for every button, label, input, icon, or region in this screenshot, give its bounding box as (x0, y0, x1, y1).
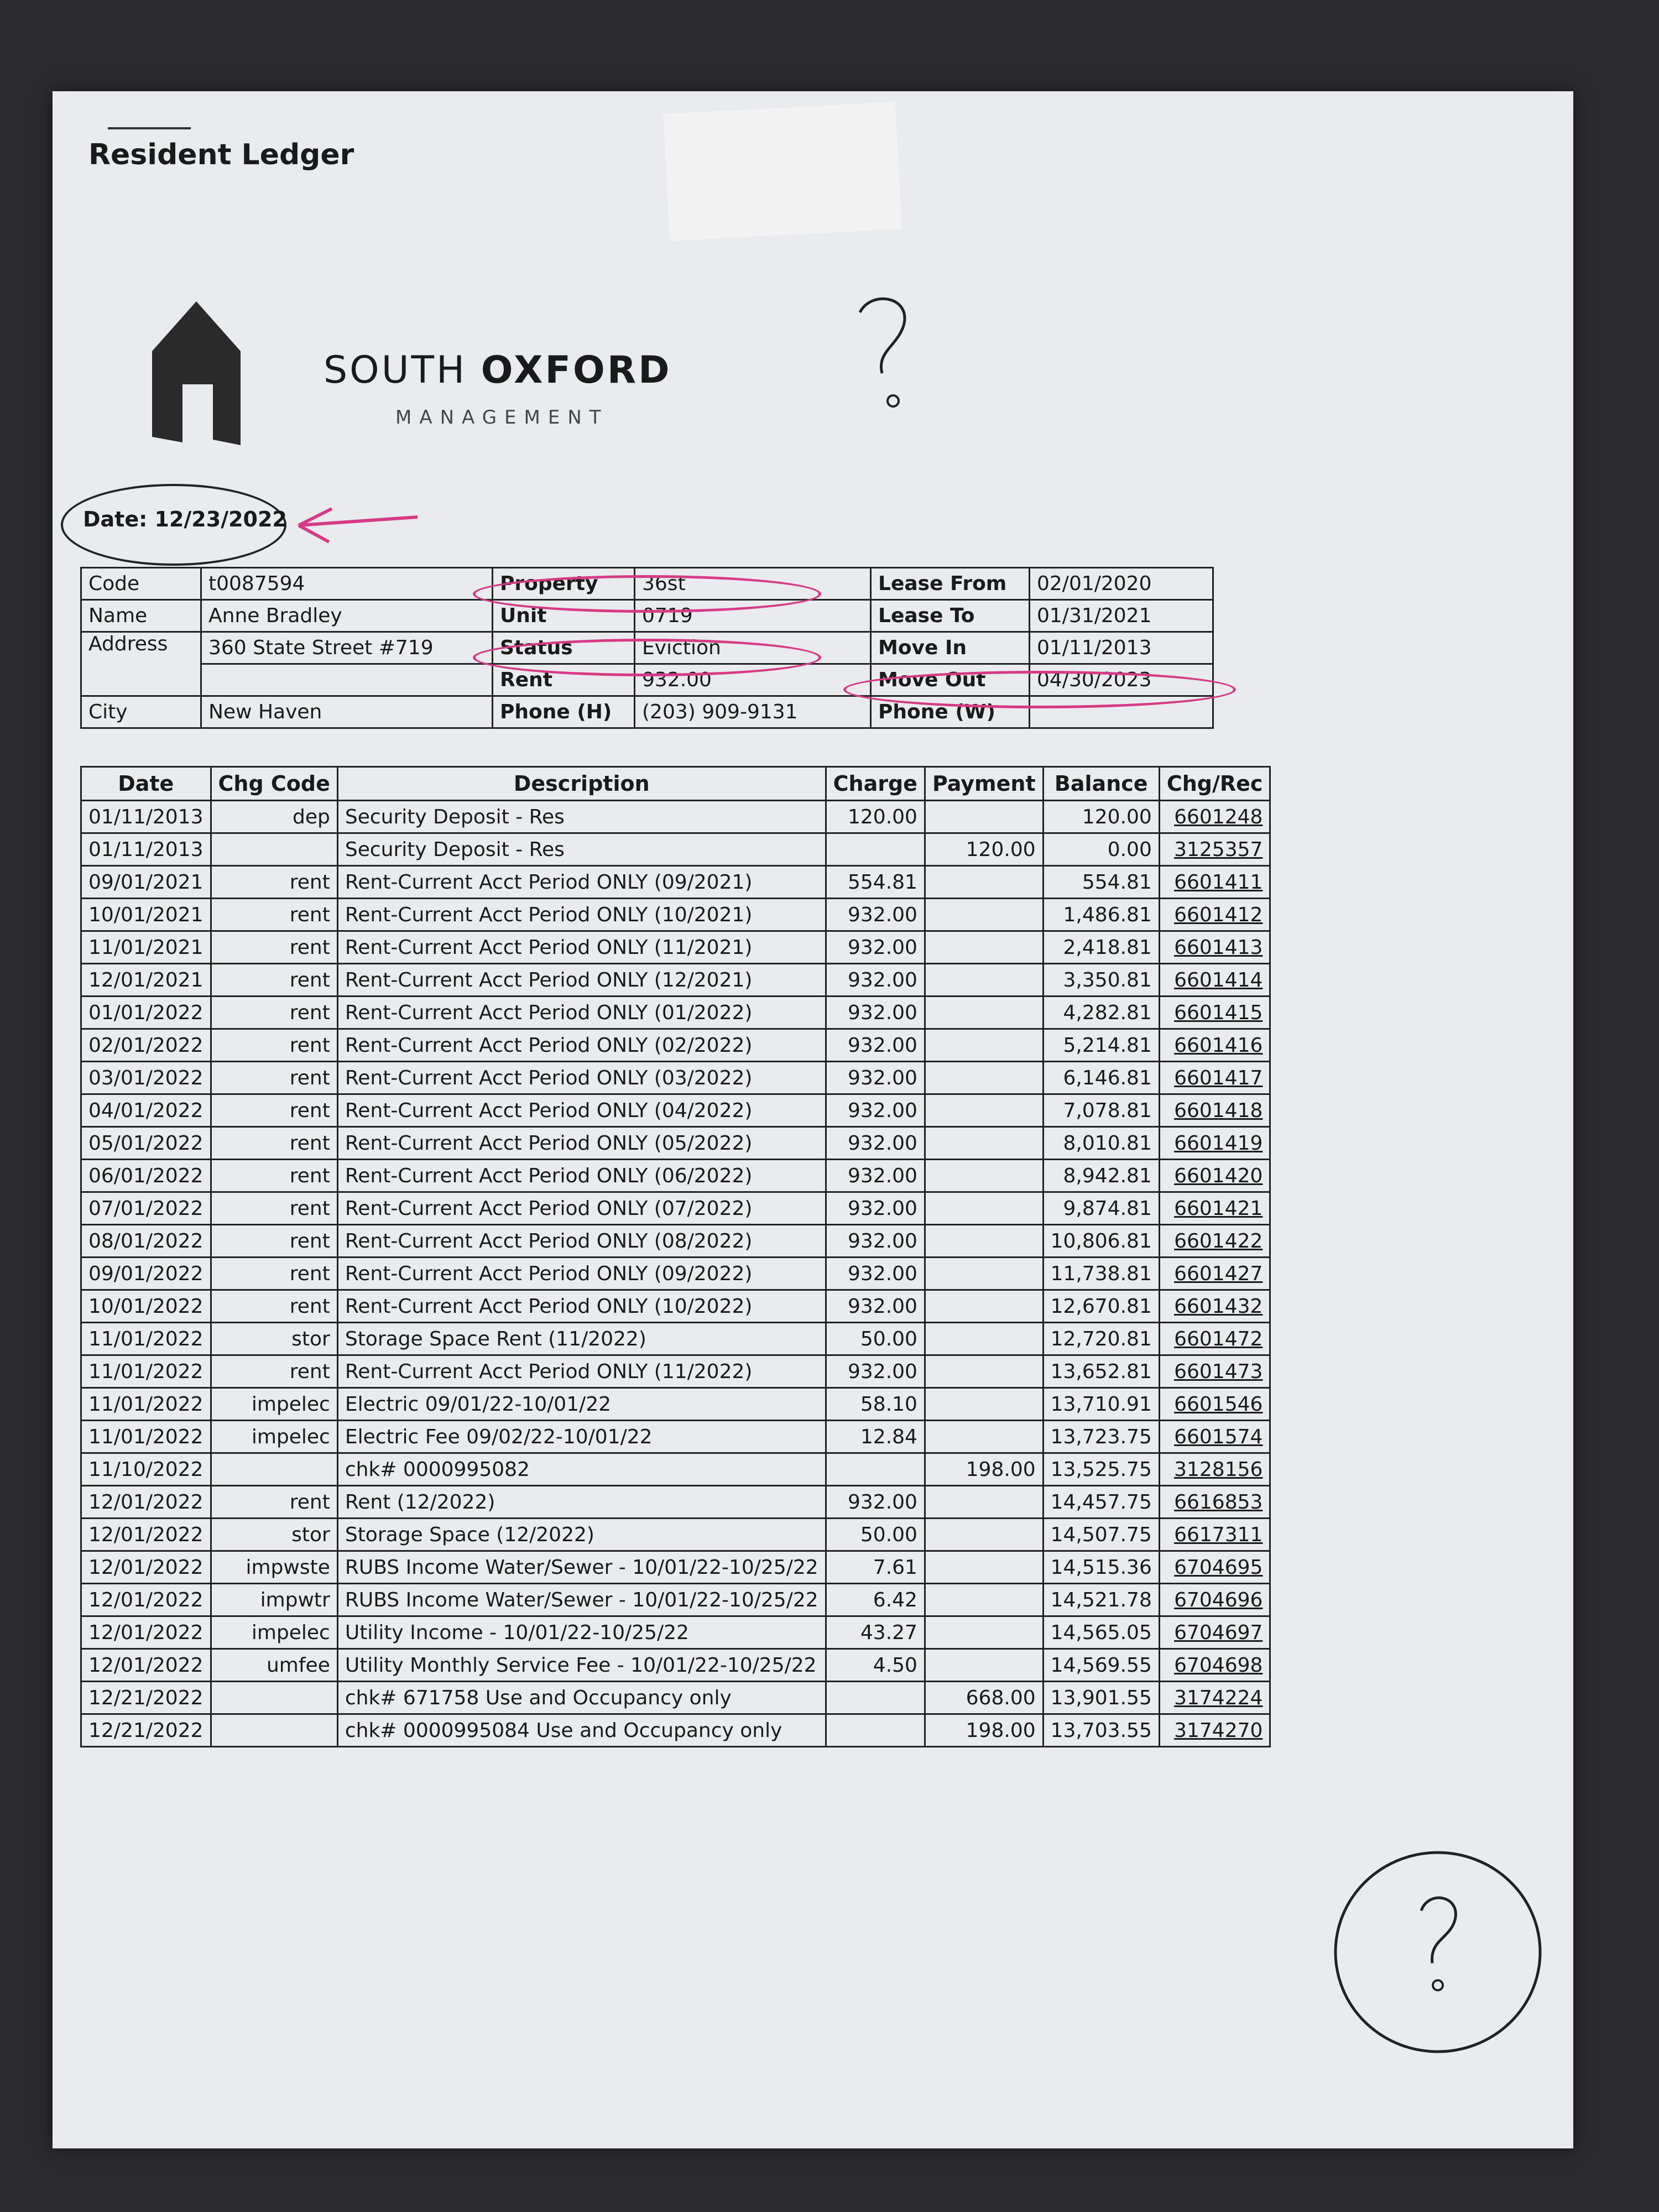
cell-chg-code: rent (211, 931, 337, 964)
cell-balance: 13,710.91 (1043, 1388, 1159, 1421)
table-row (81, 1682, 1270, 1714)
cell-payment (925, 1258, 1043, 1290)
cell-description: Rent-Current Acct Period ONLY (08/2022) (337, 1225, 826, 1258)
header-date: Date (81, 767, 211, 801)
cell-date: 08/01/2022 (81, 1225, 211, 1258)
cell-payment (925, 1486, 1043, 1519)
cell-balance: 8,942.81 (1043, 1160, 1159, 1192)
status-label: Status (493, 632, 635, 664)
cell-payment (925, 1519, 1043, 1551)
cell-date: 12/01/2022 (81, 1519, 211, 1551)
header-charge: Charge (826, 767, 925, 801)
cell-charge: 50.00 (826, 1323, 925, 1355)
cell-balance: 8,010.81 (1043, 1127, 1159, 1160)
cell-date: 12/01/2022 (81, 1551, 211, 1584)
cell-chg-code: impwtr (211, 1584, 337, 1616)
cell-description: chk# 0000995082 (337, 1453, 826, 1486)
cell-chg-code: dep (211, 801, 337, 833)
cell-description: Rent-Current Acct Period ONLY (07/2022) (337, 1192, 826, 1225)
cell-date: 11/10/2022 (81, 1453, 211, 1486)
cell-chg-code: rent (211, 1192, 337, 1225)
cell-payment (925, 1192, 1043, 1225)
table-row (81, 833, 1270, 866)
cell-description: Utility Monthly Service Fee - 10/01/22-10/25/22 (337, 1649, 826, 1682)
cell-charge: 7.61 (826, 1551, 925, 1584)
cell-chg-rec[interactable]: 3174270 (1159, 1714, 1270, 1747)
cell-payment (925, 1029, 1043, 1062)
cell-chg-rec[interactable]: 3128156 (1159, 1453, 1270, 1486)
cell-description: Rent-Current Acct Period ONLY (03/2022) (337, 1062, 826, 1094)
phone-w-label: Phone (W) (871, 696, 1030, 728)
table-row (81, 1519, 1270, 1551)
cell-charge (826, 833, 925, 866)
cell-chg-rec[interactable]: 6601418 (1159, 1094, 1270, 1127)
ledger-paper (53, 91, 1573, 2148)
cell-chg-rec[interactable]: 6704697 (1159, 1616, 1270, 1649)
cell-payment: 198.00 (925, 1453, 1043, 1486)
cell-date: 01/11/2013 (81, 833, 211, 866)
cell-chg-rec[interactable]: 6601248 (1159, 801, 1270, 833)
city-value: New Haven (201, 696, 493, 728)
cell-charge: 12.84 (826, 1421, 925, 1453)
cell-charge: 932.00 (826, 899, 925, 931)
cell-chg-code: rent (211, 1486, 337, 1519)
cell-description: Rent (12/2022) (337, 1486, 826, 1519)
cell-balance: 13,703.55 (1043, 1714, 1159, 1747)
name-value: Anne Bradley (201, 600, 493, 632)
cell-charge: 50.00 (826, 1519, 925, 1551)
handwritten-question-mark (838, 290, 926, 412)
cell-date: 04/01/2022 (81, 1094, 211, 1127)
brand-name (324, 348, 672, 392)
move-out-circle-annotation (843, 671, 1236, 708)
cell-date: 12/21/2022 (81, 1682, 211, 1714)
cell-balance: 13,525.75 (1043, 1453, 1159, 1486)
cell-payment (925, 1421, 1043, 1453)
cell-charge: 58.10 (826, 1388, 925, 1421)
cell-balance: 120.00 (1043, 801, 1159, 833)
cell-description: Storage Space (12/2022) (337, 1519, 826, 1551)
cell-date: 12/01/2021 (81, 964, 211, 997)
unit-value: 0719 (635, 600, 871, 632)
cell-balance: 12,720.81 (1043, 1323, 1159, 1355)
table-row (81, 997, 1270, 1029)
header-payment: Payment (925, 767, 1043, 801)
header-description: Description (337, 767, 826, 801)
cell-description: Rent-Current Acct Period ONLY (05/2022) (337, 1127, 826, 1160)
cell-description: Rent-Current Acct Period ONLY (06/2022) (337, 1160, 826, 1192)
code-value: t0087594 (201, 568, 493, 600)
cell-balance: 0.00 (1043, 833, 1159, 866)
rent-value: 932.00 (635, 664, 871, 696)
cell-charge: 932.00 (826, 1192, 925, 1225)
status-value: Eviction (635, 632, 871, 664)
cell-chg-rec[interactable]: 6601546 (1159, 1388, 1270, 1421)
table-row (81, 1486, 1270, 1519)
cell-chg-code: rent (211, 866, 337, 899)
table-row (81, 866, 1270, 899)
table-row (81, 1355, 1270, 1388)
cell-chg-rec[interactable]: 6601417 (1159, 1062, 1270, 1094)
cell-chg-rec[interactable]: 6601419 (1159, 1127, 1270, 1160)
table-row (81, 1714, 1270, 1747)
table-row (81, 899, 1270, 931)
house-logo-icon (152, 301, 241, 445)
cell-chg-code: rent (211, 964, 337, 997)
cell-charge: 932.00 (826, 1127, 925, 1160)
cell-payment: 668.00 (925, 1682, 1043, 1714)
header-chg-code: Chg Code (211, 767, 337, 801)
cell-payment (925, 1616, 1043, 1649)
table-row (81, 1258, 1270, 1290)
cell-description: Rent-Current Acct Period ONLY (02/2022) (337, 1029, 826, 1062)
brand-name-bold: OXFORD (481, 348, 672, 392)
cell-charge: 932.00 (826, 1062, 925, 1094)
cell-balance: 14,515.36 (1043, 1551, 1159, 1584)
cell-date: 12/01/2022 (81, 1616, 211, 1649)
move-out-label: Move Out (871, 664, 1030, 696)
cell-charge: 4.50 (826, 1649, 925, 1682)
cell-date: 05/01/2022 (81, 1127, 211, 1160)
cell-description: Electric 09/01/22-10/01/22 (337, 1388, 826, 1421)
cell-charge: 120.00 (826, 801, 925, 833)
table-row (81, 931, 1270, 964)
cell-date: 12/01/2022 (81, 1584, 211, 1616)
address-line-2 (201, 664, 493, 696)
table-row (81, 1029, 1270, 1062)
cell-payment (925, 1225, 1043, 1258)
table-row (81, 801, 1270, 833)
table-row (81, 1421, 1270, 1453)
city-label: City (81, 696, 201, 728)
table-row (81, 1127, 1270, 1160)
cell-payment (925, 997, 1043, 1029)
cell-balance: 14,565.05 (1043, 1616, 1159, 1649)
cell-charge: 932.00 (826, 1029, 925, 1062)
report-date: Date: 12/23/2022 (83, 507, 287, 531)
cell-payment (925, 1290, 1043, 1323)
cell-chg-rec[interactable]: 6601422 (1159, 1225, 1270, 1258)
cell-payment: 120.00 (925, 833, 1043, 866)
cell-date: 06/01/2022 (81, 1160, 211, 1192)
cell-balance: 14,507.75 (1043, 1519, 1159, 1551)
ledger-table (80, 766, 1271, 1747)
table-row (81, 1616, 1270, 1649)
cell-charge: 932.00 (826, 931, 925, 964)
cell-balance: 6,146.81 (1043, 1062, 1159, 1094)
table-row (81, 1225, 1270, 1258)
move-in-label: Move In (871, 632, 1030, 664)
cell-chg-rec[interactable]: 6601420 (1159, 1160, 1270, 1192)
table-row (81, 1453, 1270, 1486)
cell-payment (925, 1355, 1043, 1388)
cell-chg-rec[interactable]: 6601411 (1159, 866, 1270, 899)
cell-payment (925, 1127, 1043, 1160)
cell-chg-code: rent (211, 1029, 337, 1062)
cell-description: Utility Income - 10/01/22-10/25/22 (337, 1616, 826, 1649)
cell-chg-code: stor (211, 1519, 337, 1551)
table-row (81, 1388, 1270, 1421)
cell-description: Security Deposit - Res (337, 833, 826, 866)
cell-chg-code (211, 1453, 337, 1486)
handwritten-circled-question-mark (1330, 1844, 1546, 2060)
cell-charge (826, 1682, 925, 1714)
table-row (81, 1290, 1270, 1323)
table-row (81, 1551, 1270, 1584)
cell-balance: 2,418.81 (1043, 931, 1159, 964)
cell-payment (925, 866, 1043, 899)
cell-date: 07/01/2022 (81, 1192, 211, 1225)
cell-description: Rent-Current Acct Period ONLY (12/2021) (337, 964, 826, 997)
cell-chg-code: rent (211, 1258, 337, 1290)
table-row (81, 1323, 1270, 1355)
cell-payment (925, 964, 1043, 997)
table-row (81, 964, 1270, 997)
cell-balance: 13,901.55 (1043, 1682, 1159, 1714)
cell-date: 01/11/2013 (81, 801, 211, 833)
cell-chg-rec[interactable]: 6601414 (1159, 964, 1270, 997)
cell-chg-code: stor (211, 1323, 337, 1355)
cell-chg-code: impelec (211, 1616, 337, 1649)
cell-chg-rec[interactable]: 3174224 (1159, 1682, 1270, 1714)
cell-chg-code: impelec (211, 1388, 337, 1421)
ledger-body (81, 801, 1270, 1747)
cell-date: 10/01/2021 (81, 899, 211, 931)
arrow-left-icon (290, 500, 423, 545)
lease-from-value: 02/01/2020 (1030, 568, 1213, 600)
cell-chg-code: impelec (211, 1421, 337, 1453)
cell-chg-code: rent (211, 1160, 337, 1192)
cell-chg-code: rent (211, 1127, 337, 1160)
cell-date: 02/01/2022 (81, 1029, 211, 1062)
cell-charge: 932.00 (826, 1290, 925, 1323)
cell-payment (925, 931, 1043, 964)
cell-date: 01/01/2022 (81, 997, 211, 1029)
cell-chg-rec[interactable]: 6601412 (1159, 899, 1270, 931)
property-circle-annotation (473, 575, 821, 613)
cell-chg-rec[interactable]: 6601416 (1159, 1029, 1270, 1062)
table-row (81, 1584, 1270, 1616)
cell-balance: 14,569.55 (1043, 1649, 1159, 1682)
cell-chg-code: rent (211, 1225, 337, 1258)
address-label: Address (81, 632, 201, 696)
cell-charge: 932.00 (826, 1225, 925, 1258)
cell-chg-code: rent (211, 1062, 337, 1094)
lease-to-value: 01/31/2021 (1030, 600, 1213, 632)
move-in-value: 01/11/2013 (1030, 632, 1213, 664)
cell-description: Rent-Current Acct Period ONLY (09/2021) (337, 866, 826, 899)
cell-balance: 554.81 (1043, 866, 1159, 899)
cell-charge (826, 1453, 925, 1486)
cell-balance: 14,457.75 (1043, 1486, 1159, 1519)
cell-balance: 14,521.78 (1043, 1584, 1159, 1616)
cell-description: Rent-Current Acct Period ONLY (09/2022) (337, 1258, 826, 1290)
ledger-header-row (81, 767, 1270, 801)
cell-description: Rent-Current Acct Period ONLY (11/2021) (337, 931, 826, 964)
cell-chg-rec[interactable]: 6601415 (1159, 997, 1270, 1029)
cell-date: 12/01/2022 (81, 1649, 211, 1682)
cell-chg-rec[interactable]: 6601432 (1159, 1290, 1270, 1323)
cell-charge: 932.00 (826, 1160, 925, 1192)
table-row (81, 1649, 1270, 1682)
cell-charge: 932.00 (826, 1094, 925, 1127)
cell-charge: 43.27 (826, 1616, 925, 1649)
cell-balance: 7,078.81 (1043, 1094, 1159, 1127)
cell-chg-rec[interactable]: 6601421 (1159, 1192, 1270, 1225)
cell-chg-code (211, 1714, 337, 1747)
cell-chg-rec[interactable]: 6601472 (1159, 1323, 1270, 1355)
cell-chg-rec[interactable]: 6601574 (1159, 1421, 1270, 1453)
cell-chg-code: rent (211, 899, 337, 931)
cell-date: 12/01/2022 (81, 1486, 211, 1519)
cell-payment (925, 899, 1043, 931)
cell-description: RUBS Income Water/Sewer - 10/01/22-10/25/22 (337, 1551, 826, 1584)
header-chg-rec: Chg/Rec (1159, 767, 1270, 801)
cell-chg-rec[interactable]: 6704696 (1159, 1584, 1270, 1616)
cell-payment (925, 1584, 1043, 1616)
cell-chg-rec[interactable]: 6617311 (1159, 1519, 1270, 1551)
cell-description: chk# 671758 Use and Occupancy only (337, 1682, 826, 1714)
cell-balance: 1,486.81 (1043, 899, 1159, 931)
rent-label: Rent (493, 664, 635, 696)
phone-h-value: (203) 909-9131 (635, 696, 871, 728)
cell-payment: 198.00 (925, 1714, 1043, 1747)
cell-date: 11/01/2022 (81, 1355, 211, 1388)
cell-description: Electric Fee 09/02/22-10/01/22 (337, 1421, 826, 1453)
cell-payment (925, 1649, 1043, 1682)
table-row (81, 1094, 1270, 1127)
cell-chg-code (211, 1682, 337, 1714)
cell-date: 11/01/2021 (81, 931, 211, 964)
cell-chg-rec[interactable]: 6704698 (1159, 1649, 1270, 1682)
cell-balance: 13,723.75 (1043, 1421, 1159, 1453)
cell-chg-rec[interactable]: 6704695 (1159, 1551, 1270, 1584)
cell-charge: 6.42 (826, 1584, 925, 1616)
cell-date: 09/01/2021 (81, 866, 211, 899)
property-value: 36st (635, 568, 871, 600)
move-out-value: 04/30/2023 (1030, 664, 1213, 696)
cell-chg-rec[interactable]: 6601427 (1159, 1258, 1270, 1290)
cell-date: 11/01/2022 (81, 1323, 211, 1355)
lease-to-label: Lease To (871, 600, 1030, 632)
cell-chg-code: rent (211, 997, 337, 1029)
cell-payment (925, 1160, 1043, 1192)
cell-payment (925, 1062, 1043, 1094)
cell-payment (925, 1323, 1043, 1355)
cell-date: 12/21/2022 (81, 1714, 211, 1747)
cell-description: Rent-Current Acct Period ONLY (10/2022) (337, 1290, 826, 1323)
cell-chg-code: rent (211, 1355, 337, 1388)
cell-description: RUBS Income Water/Sewer - 10/01/22-10/25/22 (337, 1584, 826, 1616)
cell-description: Rent-Current Acct Period ONLY (01/2022) (337, 997, 826, 1029)
cell-chg-rec[interactable]: 6601473 (1159, 1355, 1270, 1388)
cell-description: Rent-Current Acct Period ONLY (04/2022) (337, 1094, 826, 1127)
cell-description: Rent-Current Acct Period ONLY (11/2022) (337, 1355, 826, 1388)
page-title: Resident Ledger (88, 138, 354, 171)
cell-date: 09/01/2022 (81, 1258, 211, 1290)
table-row (81, 1062, 1270, 1094)
cell-payment (925, 801, 1043, 833)
brand-subtitle: MANAGEMENT (395, 406, 609, 429)
cell-chg-code (211, 833, 337, 866)
cell-charge: 932.00 (826, 964, 925, 997)
table-row (81, 1192, 1270, 1225)
cell-charge: 932.00 (826, 1486, 925, 1519)
phone-h-label: Phone (H) (493, 696, 635, 728)
table-row (81, 1160, 1270, 1192)
cell-date: 11/01/2022 (81, 1388, 211, 1421)
title-rule (108, 127, 191, 129)
cell-payment (925, 1094, 1043, 1127)
cell-chg-code: impwste (211, 1551, 337, 1584)
cell-description: Rent-Current Acct Period ONLY (10/2021) (337, 899, 826, 931)
cell-chg-rec[interactable]: 3125357 (1159, 833, 1270, 866)
property-label: Property (493, 568, 635, 600)
brand-name-light: SOUTH (324, 348, 481, 392)
cell-date: 03/01/2022 (81, 1062, 211, 1094)
cell-balance: 13,652.81 (1043, 1355, 1159, 1388)
cell-chg-code: umfee (211, 1649, 337, 1682)
address-value: 360 State Street #719 (201, 632, 493, 664)
cell-balance: 5,214.81 (1043, 1029, 1159, 1062)
cell-description: Storage Space Rent (11/2022) (337, 1323, 826, 1355)
cell-payment (925, 1388, 1043, 1421)
cell-chg-rec[interactable]: 6616853 (1159, 1486, 1270, 1519)
cell-balance: 3,350.81 (1043, 964, 1159, 997)
unit-label: Unit (493, 600, 635, 632)
tape (663, 102, 901, 241)
lease-from-label: Lease From (871, 568, 1030, 600)
cell-chg-rec[interactable]: 6601413 (1159, 931, 1270, 964)
cell-description: Security Deposit - Res (337, 801, 826, 833)
cell-payment (925, 1551, 1043, 1584)
cell-balance: 11,738.81 (1043, 1258, 1159, 1290)
cell-charge: 932.00 (826, 1258, 925, 1290)
cell-chg-code: rent (211, 1094, 337, 1127)
cell-date: 11/01/2022 (81, 1421, 211, 1453)
cell-chg-code: rent (211, 1290, 337, 1323)
name-label: Name (81, 600, 201, 632)
cell-date: 10/01/2022 (81, 1290, 211, 1323)
cell-balance: 4,282.81 (1043, 997, 1159, 1029)
cell-charge: 554.81 (826, 866, 925, 899)
cell-balance: 9,874.81 (1043, 1192, 1159, 1225)
header-balance: Balance (1043, 767, 1159, 801)
cell-balance: 10,806.81 (1043, 1225, 1159, 1258)
cell-balance: 12,670.81 (1043, 1290, 1159, 1323)
cell-description: chk# 0000995084 Use and Occupancy only (337, 1714, 826, 1747)
status-circle-annotation (473, 639, 821, 676)
cell-charge: 932.00 (826, 1355, 925, 1388)
cell-charge: 932.00 (826, 997, 925, 1029)
code-label: Code (81, 568, 201, 600)
cell-charge (826, 1714, 925, 1747)
